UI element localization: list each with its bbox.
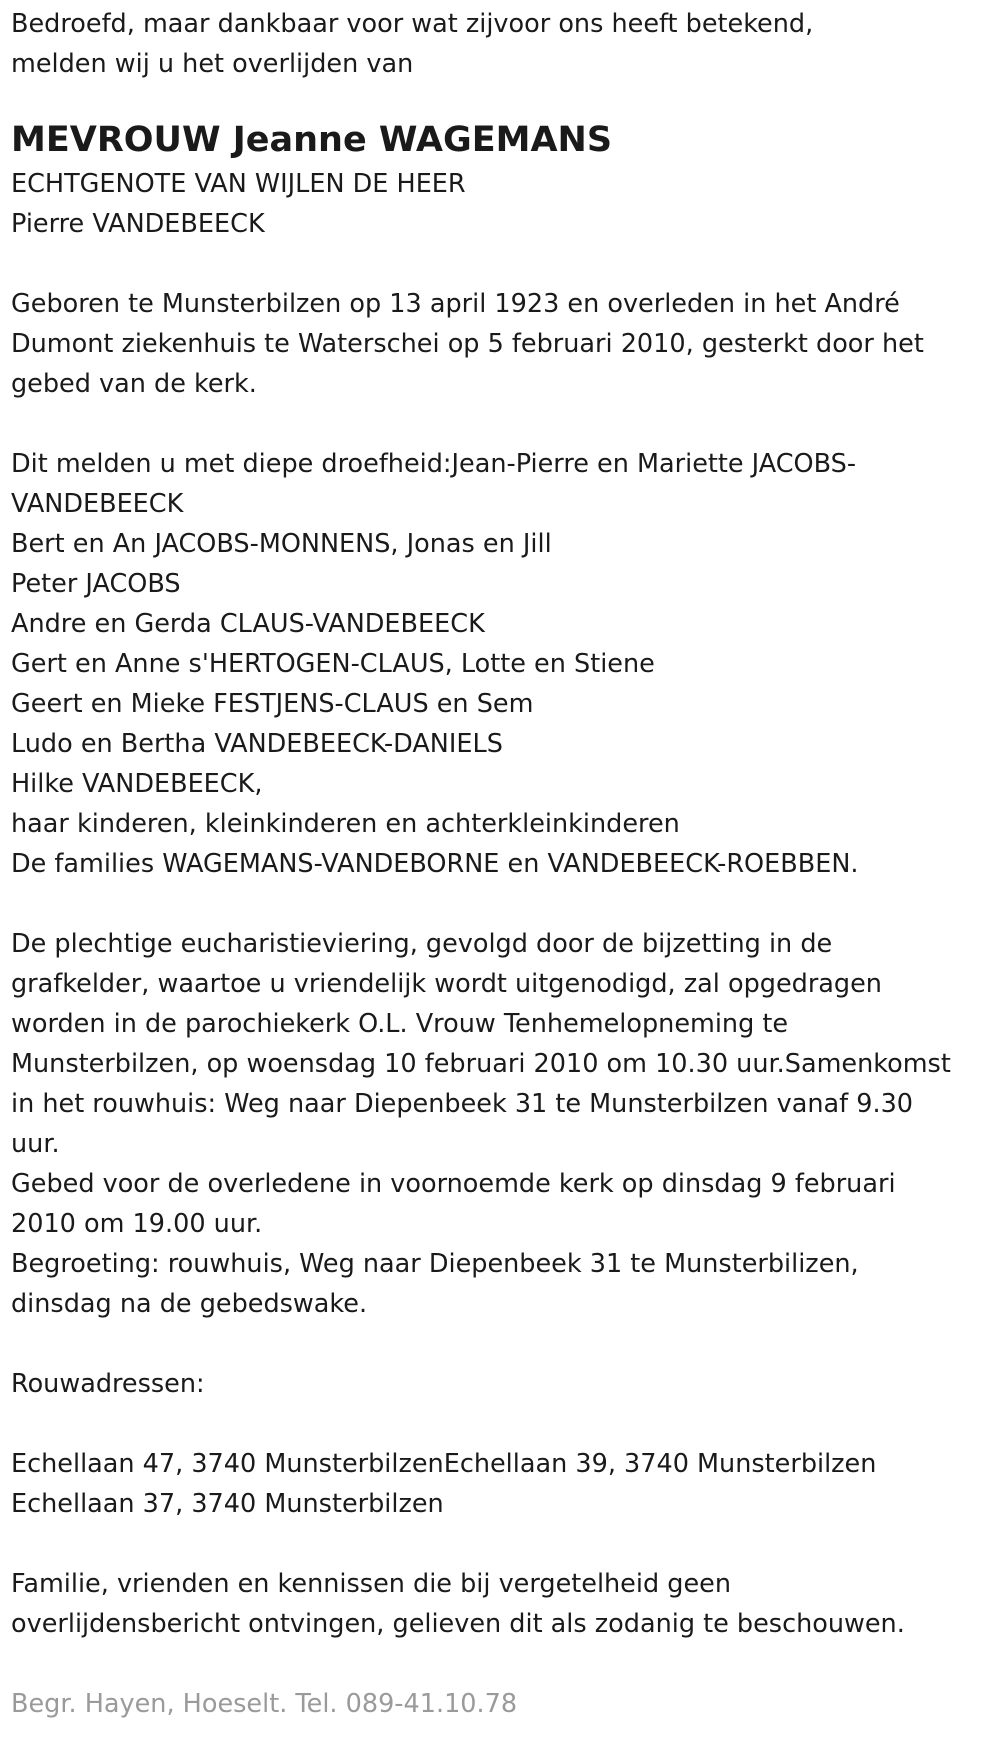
birth-death-line: Dumont ziekenhuis te Waterschei op 5 februari 2010, gesterkt door het	[11, 329, 924, 359]
ceremony-line: Gebed voor de overledene in voornoemde kerk op dinsdag 9 februari	[11, 1169, 896, 1199]
intro-line: melden wij u het overlijden van	[11, 49, 414, 79]
closing-paragraph	[11, 1564, 991, 1644]
spacer	[11, 884, 991, 924]
ceremony-line: grafkelder, waartoe u vriendelijk wordt uitgenodigd, zal opgedragen	[11, 969, 882, 999]
spacer	[11, 1524, 991, 1564]
spouse-block	[11, 164, 991, 244]
mourner-line: Dit melden u met diepe droefheid:Jean-Pierre en Mariette JACOBS-	[11, 449, 857, 479]
mourner-line: Peter JACOBS	[11, 569, 181, 599]
mourner-line: Ludo en Bertha VANDEBEECK-DANIELS	[11, 729, 503, 759]
address-line: Echellaan 47, 3740 MunsterbilzenEchellaan 39, 3740 Munsterbilzen	[11, 1449, 877, 1479]
deceased-name: MEVROUW Jeanne WAGEMANS	[11, 120, 613, 160]
closing-line: Familie, vrienden en kennissen die bij vergetelheid geen	[11, 1569, 731, 1599]
mourner-line: De families WAGEMANS-VANDEBORNE en VANDEBEECK-ROEBBEN.	[11, 849, 859, 879]
mourning-addresses-label: Rouwadressen:	[11, 1369, 205, 1399]
ceremony-line: dinsdag na de gebedswake.	[11, 1289, 368, 1319]
intro-paragraph	[11, 4, 991, 84]
mourner-line: haar kinderen, kleinkinderen en achterkleinkinderen	[11, 809, 680, 839]
mourner-line: Andre en Gerda CLAUS-VANDEBEECK	[11, 609, 485, 639]
spacer	[11, 404, 991, 444]
funeral-home-footer: Begr. Hayen, Hoeselt. Tel. 089-41.10.78	[11, 1689, 518, 1719]
ceremony-line: Munsterbilzen, op woensdag 10 februari 2010 om 10.30 uur.Samenkomst	[11, 1049, 951, 1079]
mourner-line: Bert en An JACOBS-MONNENS, Jonas en Jill	[11, 529, 552, 559]
closing-line: overlijdensbericht ontvingen, gelieven dit als zodanig te beschouwen.	[11, 1609, 905, 1639]
address-line: Echellaan 37, 3740 Munsterbilzen	[11, 1489, 444, 1519]
intro-line: Bedroefd, maar dankbaar voor wat zijvoor ons heeft betekend,	[11, 9, 814, 39]
birth-death-line: Geboren te Munsterbilzen op 13 april 1923 en overleden in het André	[11, 289, 900, 319]
ceremony-line: De plechtige eucharistieviering, gevolgd door de bijzetting in de	[11, 929, 833, 959]
mourner-line: Geert en Mieke FESTJENS-CLAUS en Sem	[11, 689, 534, 719]
birth-death-paragraph	[11, 284, 991, 404]
spouse-line: ECHTGENOTE VAN WIJLEN DE HEER	[11, 169, 466, 199]
spacer	[11, 1324, 991, 1364]
ceremony-line: Begroeting: rouwhuis, Weg naar Diepenbeek 31 te Munsterbilizen,	[11, 1249, 859, 1279]
mourners-list	[11, 444, 991, 884]
birth-death-line: gebed van de kerk.	[11, 369, 257, 399]
ceremony-line: worden in de parochiekerk O.L. Vrouw Tenhemelopneming te	[11, 1009, 789, 1039]
spouse-line: Pierre VANDEBEECK	[11, 209, 265, 239]
spacer	[11, 1644, 991, 1684]
ceremony-paragraph	[11, 924, 991, 1324]
obituary-notice	[11, 4, 991, 1724]
ceremony-line: uur.	[11, 1129, 60, 1159]
spacer	[11, 1404, 991, 1444]
mourner-line: Hilke VANDEBEECK,	[11, 769, 263, 799]
mourner-line: Gert en Anne s'HERTOGEN-CLAUS, Lotte en Stiene	[11, 649, 655, 679]
addresses-block	[11, 1444, 991, 1524]
ceremony-line: in het rouwhuis: Weg naar Diepenbeek 31 te Munsterbilzen vanaf 9.30	[11, 1089, 914, 1119]
spacer	[11, 244, 991, 284]
ceremony-line: 2010 om 19.00 uur.	[11, 1209, 263, 1239]
mourner-line: VANDEBEECK	[11, 489, 184, 519]
